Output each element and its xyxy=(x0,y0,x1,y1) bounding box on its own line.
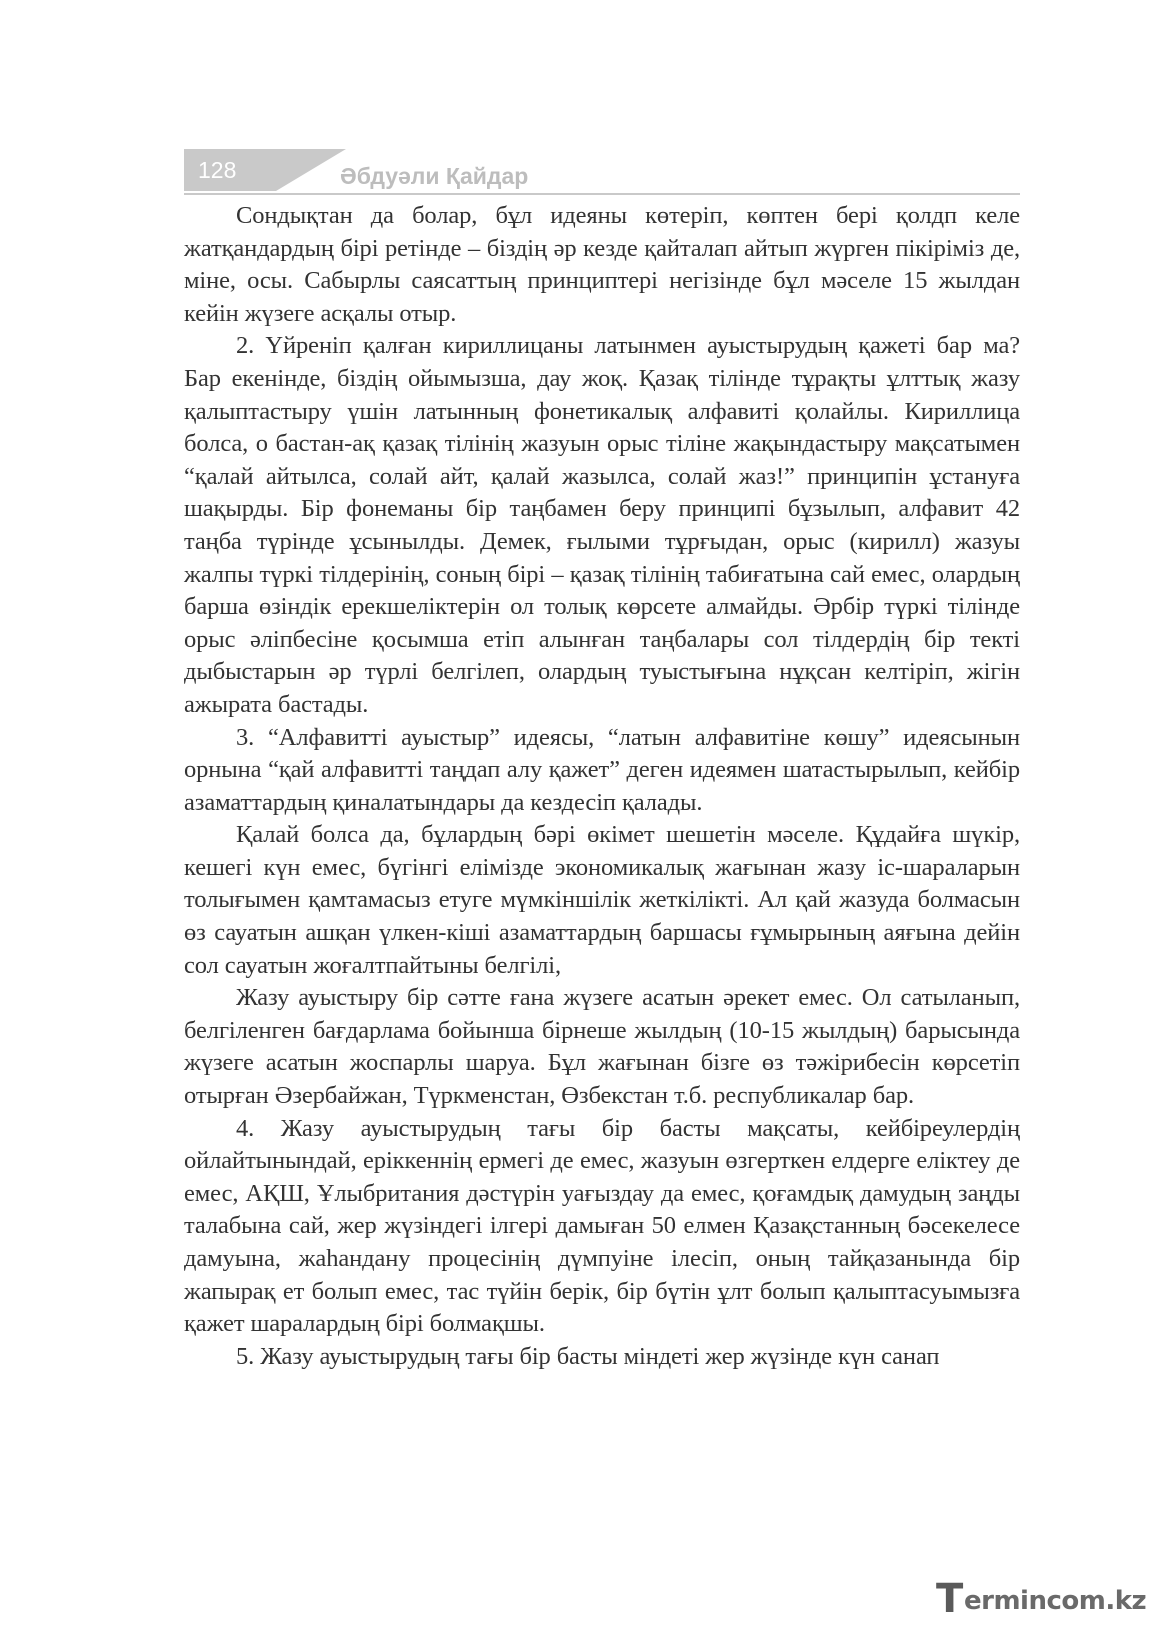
page-number: 128 xyxy=(184,149,276,191)
header-tab-decoration xyxy=(276,149,346,191)
paragraph: 4. Жазу ауыстырудың тағы бір басты мақсаты, кейбіреулердің ойлайтынындай, еріккеннің ермегі де емес, жазуын өзгерткен елдерге еліктеу де емес, АҚШ, Ұлыбритания дәстүрін уағыздау да емес, қоғамдық дамудың заңды талабына сай, жер жүзіндегі ілгері дамыған 50 елмен Қазақстанның бәсекелесе дамуына, жаһандану процесінің дүмпуіне ілесіп, оның тайқазанында бір жапырақ ет болып емес, тас түйін берік, бір бүтін ұлт болып қалыптасуымызға қажет шаралардың бірі болмақшы. xyxy=(184,1114,1020,1338)
watermark-logo xyxy=(936,1576,1147,1624)
paragraph: Қалай болса да, бұлардың бәрі өкімет шешетін мәселе. Құдайға шүкір, кешегі күн емес, бүгінгі елімізде экономикалық жағынан жазу іс-шараларын толығымен қамтамасыз етуге мүмкіншілік жеткілікті. Ал қай жазуда болмасын өз сауатын ашқан үлкен-кіші азаматтардың баршасы ғұмырының аяғына дейін сол сауатын жоғалтпайтыны белгілі, xyxy=(184,821,1020,979)
paragraph: Жазу ауыстыру бір сәтте ғана жүзеге асатын әрекет емес. Ол сатыланып, белгіленген бағдарлама бойынша бірнеше жылдың (10-15 жылдың) барысында жүзеге асатын жоспарлы шаруа. Бұл жағынан бізге өз тәжірибесін көрсетіп отырған Әзербайжан, Түркменстан, Өзбекстан т.б. республикалар бар. xyxy=(184,984,1020,1110)
running-header xyxy=(184,149,1020,195)
watermark-initial: T xyxy=(936,1576,964,1622)
watermark-text: ermincom.kz xyxy=(964,1586,1147,1616)
running-header-author: Әбдуәли Қайдар xyxy=(340,163,529,189)
paragraph: 3. “Алфавитті ауыстыр” идеясы, “латын алфавитіне көшу” идеясынын орнына “қай алфавитті таңдап алу қажет” деген идеямен шатастырылып, кейбір азаматтардың қиналатындары да кездесіп қалады. xyxy=(184,723,1020,816)
paragraph: 5. Жазу ауыстырудың тағы бір басты міндеті жер жүзінде күн санап xyxy=(236,1342,940,1370)
paragraph: 2. Үйреніп қалған кириллицаны латынмен ауыстырудың қажеті бар ма? Бар екенінде, біздің ойымызша, дау жоқ. Қазақ тілінде тұрақты ұлттық жазу қалыптастыру үшін латынның фонетикалық алфавиті қолайлы. Кириллица болса, о бастан-ақ қазақ тілінің жазуын орыс тіліне жақындастыру мақсатымен “қалай айтылса, солай айт, қалай жазылса, солай жаз!” принципін ұстануға шақырды. Бір фонеманы бір таңбамен беру принципі бұзылып, алфавит 42 таңба түрінде ұсынылды. Демек, ғылыми тұрғыдан, орыс (кирилл) жазуы жалпы түркі тілдерінің, соның бірі – қазақ тілінің табиғатына сай емес, олардың барша өзіндік ерекшеліктерін ол толық көрсете алмайды. Әрбір түркі тілінде орыс әліпбесіне қосымша етіп алынған таңбалары сол тілдердің бір текті дыбыстарын әр түрлі белгілеп, олардың туыстығына нұқсан келтіріп, жігін ажырата бастады. xyxy=(184,332,1020,718)
paragraph: Сондықтан да болар, бұл идеяны көтеріп, көптен бері қолдп келе жатқандардың бірі ретінде – біздің әр кезде қайталап айтып жүрген пікіріміз де, міне, осы. Сабырлы саясаттың принциптері негізінде бұл мәселе 15 жылдан кейін жүзеге асқалы отыр. xyxy=(184,202,1020,327)
header-rule xyxy=(184,193,1020,195)
page-body xyxy=(184,200,1020,1373)
